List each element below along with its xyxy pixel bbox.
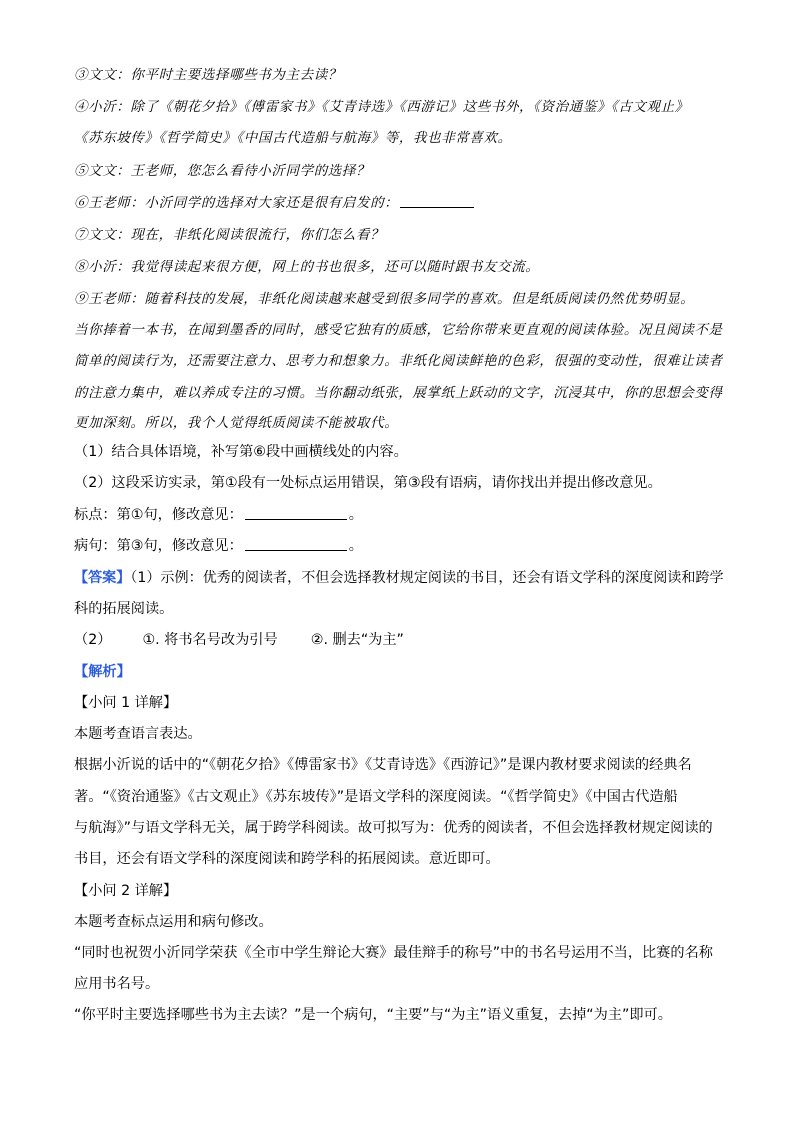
sick-sentence-answer-line: [74, 531, 724, 563]
answer-2-item-1: ①. 将书名号改为引号: [142, 632, 278, 648]
dialogue-line-6-text: ⑥王老师：小沂同学的选择对大家还是很有启发的：: [74, 195, 399, 211]
punctuation-period: 。: [348, 507, 363, 523]
dialogue-line-4b: 《苏东坡传》《哲学简史》《中国古代造船与航海》等，我也非常喜欢。: [74, 130, 512, 146]
answer-tag: 【答案】: [74, 570, 131, 586]
analysis-2-line-4: “你平时主要选择哪些书为主去读？”是一个病句，“主要”与“为主”语义重复，去掉“为主”即可。: [74, 1007, 672, 1023]
dialogue-line-9c: 简单的阅读行为，还需要注意力、思考力和想象力。非纸化阅读鲜艳的色彩，很强的变动性，很难让读者: [74, 353, 723, 369]
question-2: （2）这段采访实录，第①段有一处标点运用错误，第③段有语病，请你找出并提出修改意见。: [74, 475, 662, 491]
sub-question-1-title: 【小问 1 详解】: [74, 695, 178, 711]
dialogue-line-7: ⑦文文：现在，非纸化阅读很流行，你们怎么看？: [74, 227, 385, 243]
answer-line-2: [74, 625, 724, 657]
sub-question-2-title: 【小问 2 详解】: [74, 883, 178, 899]
sick-sentence-blank: [245, 536, 347, 551]
sick-sentence-period: 。: [348, 538, 363, 554]
answer-line-1a: [74, 563, 724, 595]
dialogue-line-9b: 当你捧着一本书，在闻到墨香的同时，感受它独有的质感，它给你带来更直观的阅读体验。况且阅读不是: [74, 322, 723, 338]
analysis-tag-line: [74, 657, 724, 689]
sick-sentence-label: 病句：第③句，修改意见：: [74, 538, 243, 554]
answer-line-1b: 科的拓展阅读。: [74, 601, 174, 617]
analysis-tag: 【解析】: [74, 664, 131, 680]
analysis-2-line-1: 本题考查标点运用和病句修改。: [74, 914, 273, 930]
question-1: （1）结合具体语境，补写第⑥段中画横线处的内容。: [74, 444, 408, 460]
punctuation-answer-line: [74, 500, 724, 532]
analysis-2-line-3: 应用书名号。: [74, 976, 160, 992]
analysis-1-line-4: 与航海》”与语文学科无关，属于跨学科阅读。故可拟写为：优秀的阅读者，不但会选择教材规定阅读的: [74, 820, 713, 836]
analysis-1-line-5: 书目，还会有语文学科的深度阅读和跨学科的拓展阅读。意近即可。: [74, 851, 500, 867]
dialogue-line-4a: ④小沂：除了《朝花夕拾》《傅雷家书》《艾青诗选》《西游记》这些书外，《资治通鉴》《古文观止》: [74, 99, 689, 115]
analysis-2-line-2: “同时也祝贺小沂同学荣获《全市中学生辩论大赛》最佳辩手的称号”中的书名号运用不当，比赛的名称: [74, 945, 713, 961]
punctuation-blank: [245, 505, 347, 520]
punctuation-label: 标点：第①句，修改意见：: [74, 507, 243, 523]
analysis-1-line-3: 著。“《资治通鉴》《古文观止》《苏东坡传》”是语文学科的深度阅读。“《哲学简史》《中国古代造船: [74, 789, 678, 805]
analysis-1-line-2: 根据小沂说的话中的“《朝花夕拾》《傅雷家书》《艾青诗选》《西游记》”是课内教材要求阅读的经典名: [74, 757, 692, 773]
dialogue-line-9e: 更加深刻。所以，我个人觉得纸质阅读不能被取代。: [74, 415, 399, 431]
dialogue-line-8: ⑧小沂：我觉得读起来很方便，网上的书也很多，还可以随时跟书友交流。: [74, 259, 540, 275]
dialogue-line-6: [74, 188, 724, 219]
answer-1a-text: （1）示例：优秀的阅读者，不但会选择教材规定阅读的书目，还会有语文学科的深度阅读和跨学: [130, 570, 724, 586]
dialogue-line-3: ③文文：你平时主要选择哪些书为主去读？: [74, 67, 342, 83]
answer-2-number: （2）: [74, 632, 112, 648]
analysis-1-line-1: 本题考查语言表达。: [74, 726, 202, 742]
dialogue-line-5: ⑤文文：王老师，您怎么看待小沂同学的选择？: [74, 163, 371, 179]
answer-blank-6: [400, 193, 474, 208]
answer-2-item-2: ②. 删去“为主”: [310, 632, 404, 648]
dialogue-line-9a: ⑨王老师：随着科技的发展，非纸化阅读越来越受到很多同学的喜欢。但是纸质阅读仍然优势明显。: [74, 291, 695, 307]
dialogue-line-9d: 的注意力集中，难以养成专注的习惯。当你翻动纸张，展掌纸上跃动的文字，沉浸其中，你的思想会变得: [74, 385, 723, 401]
